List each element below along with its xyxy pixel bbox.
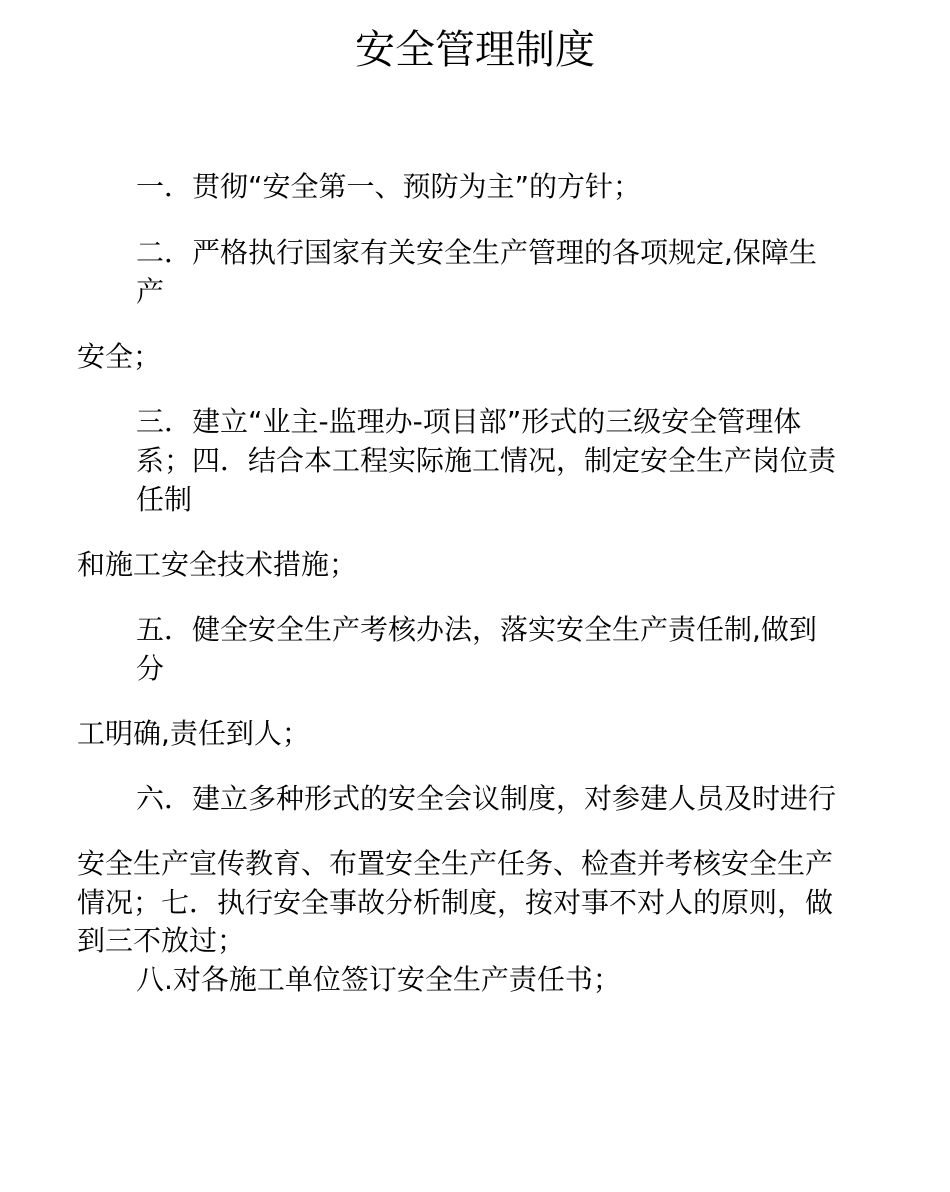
paragraph-line-7: 任制 xyxy=(136,483,193,516)
paragraph-line-6: 系；四．结合本工程实际施工情况，制定安全生产岗位责 xyxy=(136,444,837,477)
paragraph-line-2: 二．严格执行国家有关安全生产管理的各项规定,保障生 xyxy=(136,236,817,269)
paragraph-line-4: 安全； xyxy=(77,340,162,373)
paragraph-line-1: 一．贯彻“安全第一、预防为主”的方针； xyxy=(136,170,642,203)
paragraph-line-9: 五．健全安全生产考核办法，落实安全生产责任制,做到 xyxy=(136,613,817,646)
paragraph-line-3: 产 xyxy=(136,275,165,308)
paragraph-line-12: 六．建立多种形式的安全会议制度，对参建人员及时进行 xyxy=(136,782,837,815)
paragraph-line-15: 到三不放过； xyxy=(77,924,246,957)
paragraph-line-11: 工明确,责任到人； xyxy=(77,717,310,750)
paragraph-line-16: 八.对各施工单位签订安全生产责任书； xyxy=(136,963,621,996)
paragraph-line-10: 分 xyxy=(136,652,165,685)
document-title: 安全管理制度 xyxy=(355,27,595,73)
paragraph-line-8: 和施工安全技术措施； xyxy=(77,548,358,581)
paragraph-line-13: 安全生产宣传教育、布置安全生产任务、检查并考核安全生产 xyxy=(77,847,834,880)
paragraph-line-14: 情况；七．执行安全事故分析制度，按对事不对人的原则，做 xyxy=(77,886,834,919)
paragraph-line-5: 三．建立“业主-监理办-项目部”形式的三级安全管理体 xyxy=(136,405,802,438)
